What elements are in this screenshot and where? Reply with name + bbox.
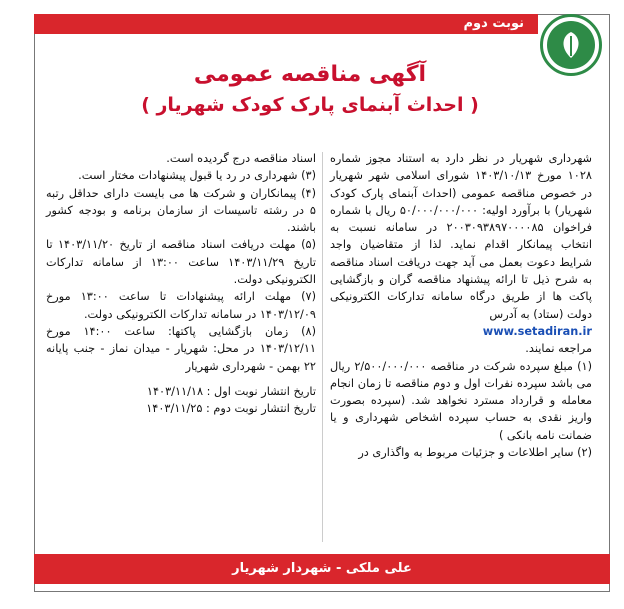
intro-paragraph: شهرداری شهریار در نظر دارد به استناد مجوز شماره ۱۰۲۸ مورخ ۱۴۰۳/۱۰/۱۳ شورای اسلامی شهر شهریار در خصوص مناقصه عمومی (احداث آبنمای پارک کودک شهریار) با برآورد اولیه: ۵۰/۰۰۰/۰۰۰/۰۰۰ ریال با شماره فراخوان ۲۰۰۳۰۹۳۸۹۷۰۰۰۰۸۵ در سامانه نسبت به انتخاب پیمانکار اقدام نماید. لذا از متقاضیان واجد شرایط دعوت بعمل می آید جهت دریافت اسناد مناقصه به شرح ذیل تا ارائه پیشنهاد مناقصه گران و بازگشایی پاکت ها از طریق درگاه سامانه تدارکات الکترونیکی دولت (ستاد) به آدرس www.setadiran.ir مراجعه نمایند. (330, 152, 593, 356)
clause-5: (۵) مهلت دریافت اسناد مناقصه از تاریخ ۱۴۰۳/۱۱/۲۰ تا تاریخ ۱۴۰۳/۱۱/۲۹ ساعت ۱۳:۰۰ از سامانه تدارکات الکترونیکی دولت. (46, 238, 316, 287)
signature-bar: علی ملکی - شهردار شهریار (34, 554, 610, 584)
clause-continued: اسناد مناقصه درج گردیده است. (166, 152, 316, 165)
notice-title: آگهی مناقصه عمومی (193, 62, 427, 87)
logo-emblem-icon (547, 21, 595, 69)
right-column (330, 150, 592, 461)
municipality-logo (540, 14, 602, 76)
column-divider (322, 152, 323, 542)
round-badge: نوبت دوم (34, 14, 538, 34)
left-column (46, 150, 316, 417)
publish-date-first: تاریخ انتشار نوبت اول : ۱۴۰۳/۱۱/۱۸ (146, 384, 316, 398)
leaf-icon (554, 28, 588, 62)
notice-subtitle: ( احداث آبنمای پارک کودک شهریار ) (141, 94, 479, 116)
setad-link[interactable]: www.setadiran.ir (482, 324, 592, 338)
clause-3: (۳) شهرداری در رد یا قبول پیشنهادات مختار است. (78, 169, 316, 183)
clause-4: (۴) پیمانکاران و شرکت ها می بایست دارای حداقل رتبه ۵ در رشته تاسیسات از سازمان برنامه و بودجه کشور باشند. (46, 186, 316, 235)
clause-7: (۷) مهلت ارائه پیشنهادات تا ساعت ۱۳:۰۰ مورخ ۱۴۰۳/۱۲/۰۹ در سامانه تدارکات الکترونیکی دولت. (46, 290, 316, 321)
details-paragraph: (۲) سایر اطلاعات و جزئیات مربوط به واگذاری در (358, 446, 592, 460)
deposit-paragraph: (۱) مبلغ سپرده شرکت در مناقصه ۲/۵۰۰/۰۰۰/۰۰۰ ریال می باشد سپرده نفرات اول و دوم مناقصه تا زمان انجام معامله و قرارداد مسترد نخواهد شد. (سپرده بصورت واریز نقدی به حساب سپرده اشخاص شهرداری و یا ضمانت نامه بانکی ) (330, 359, 592, 442)
clause-8: (۸) زمان بازگشایی پاکتها: ساعت ۱۴:۰۰ مورخ ۱۴۰۳/۱۲/۱۱ در محل: شهریار - میدان نماز - جنب پایانه ۲۲ بهمن - شهرداری شهریار (46, 324, 316, 373)
publish-date-second: تاریخ انتشار نوبت دوم : ۱۴۰۳/۱۱/۲۵ (146, 402, 316, 416)
